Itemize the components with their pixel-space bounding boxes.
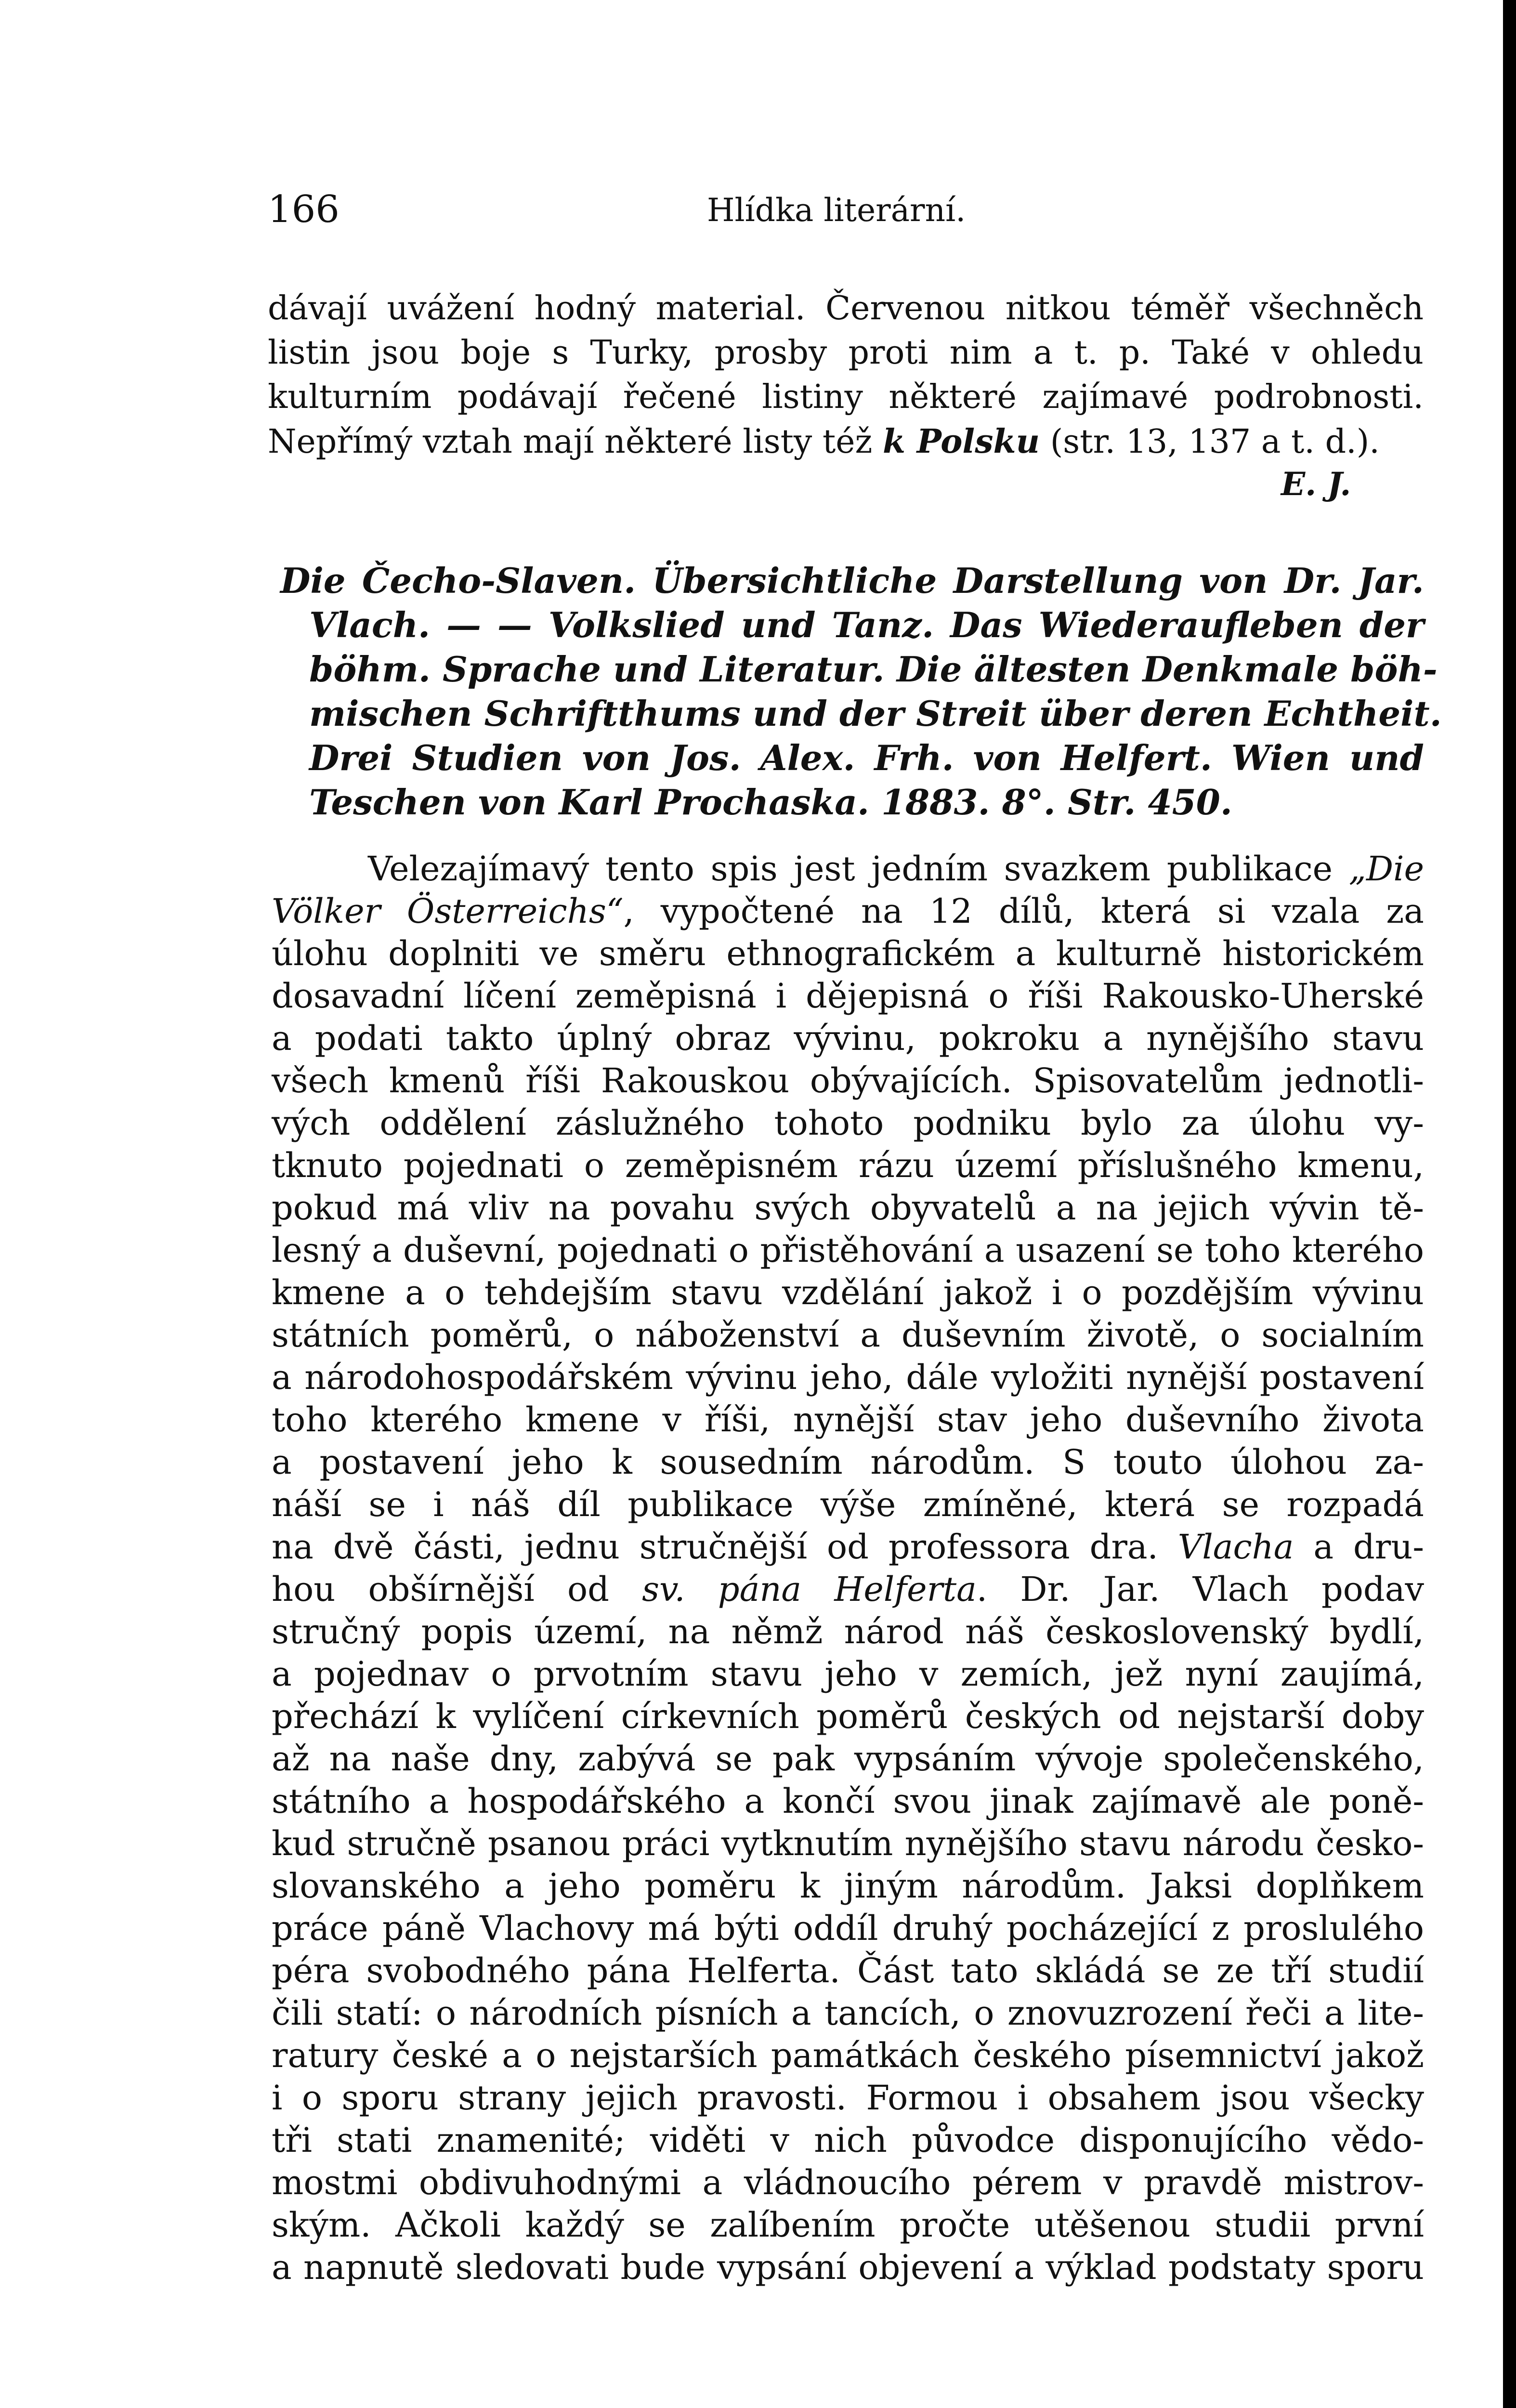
- text-line: kmene a o tehdejším stavu vzdělání jakož i o pozdějším vývinu: [272, 1273, 1424, 1312]
- text-span: hou obšírnější od: [272, 1570, 642, 1609]
- page-header: [268, 183, 966, 236]
- title-line: mischen Schriftthums und der Streit über deren Echtheit.: [309, 693, 1442, 734]
- text-line: [268, 419, 1424, 464]
- text-line: lesný a duševní, pojednati o přistěhování a usazení se toho kterého: [272, 1230, 1424, 1270]
- title-line: Vlach. — — Volkslied und Tanz. Das Wiederaufleben der: [309, 604, 1424, 645]
- text-line: a podati takto úplný obraz vývinu, pokroku a nynějšího stavu: [272, 1019, 1424, 1058]
- text-span: Nepřímý vztah mají některé listy též: [268, 423, 883, 461]
- text-line: státních poměrů, o náboženství a duševním životě, o socialním: [272, 1315, 1424, 1355]
- title-line: Die Čecho-Slaven. Übersichtliche Darstellung von Dr. Jar.: [280, 560, 1424, 601]
- text-line: a národohospodářském vývinu jeho, dále vyložiti nynější postavení: [272, 1358, 1424, 1397]
- title-line: böhm. Sprache und Literatur. Die ältesten Denkmale böh-: [309, 649, 1438, 690]
- text-line: dávají uvážení hodný material. Červenou nitkou téměř všechněch: [268, 289, 1424, 327]
- text-span: a dru-: [1294, 1527, 1424, 1567]
- text-line: a napnutě sledovati bude vypsání objevení a výklad podstaty sporu: [272, 2248, 1424, 2287]
- text-line: [272, 890, 1424, 932]
- text-line: všech kmenů říši Rakouskou obývajících. Spisovatelům jednotli-: [272, 1061, 1424, 1100]
- text-line: toho kterého kmene v říši, nynější stav jeho duševního života: [272, 1400, 1424, 1440]
- text-line: a postavení jeho k sousedním národům. S touto úlohou za-: [272, 1442, 1424, 1482]
- emphasis-text: k Polsku: [882, 422, 1040, 461]
- text-line: slovanského a jeho poměru k jiným národům. Jaksi doplňkem: [272, 1866, 1424, 1906]
- text-span: Velezajímavý tento spis jest jedním svazkem publikace: [368, 849, 1349, 889]
- text-line: a pojednav o prvotním stavu jeho v zemích, jež nyní zaujímá,: [272, 1654, 1424, 1694]
- text-line: úlohu doplniti ve směru ethnografickém a kulturně historickém: [272, 934, 1424, 973]
- text-line: pokud má vliv na povahu svých obyvatelů a na jejich vývin tě-: [272, 1188, 1424, 1228]
- text-line: kud stručně psanou práci vytknutím nynějšího stavu národu česko-: [272, 1824, 1424, 1863]
- emphasis-text: sv. pána Helferta: [642, 1570, 977, 1609]
- text-line: péra svobodného pána Helferta. Část tato skládá se ze tří studií: [272, 1951, 1424, 1990]
- text-line: náší se i náš díl publikace výše zmíněné, která se rozpadá: [272, 1485, 1424, 1524]
- emphasis-text: Vlacha: [1177, 1527, 1294, 1567]
- running-title: Hlídka literární.: [707, 192, 966, 229]
- text-line: [272, 1568, 1424, 1610]
- text-line: stručný popis území, na němž národ náš československý bydlí,: [272, 1612, 1424, 1651]
- text-line: práce páně Vlachovy má býti oddíl druhý pocházející z proslulého: [272, 1909, 1424, 1948]
- text-line: i o sporu strany jejich pravosti. Formou i obsahem jsou všecky: [272, 2078, 1424, 2118]
- text-line: čili statí: o národních písních a tancích, o znovuzrození řeči a lite-: [272, 1993, 1424, 2033]
- text-line: tři stati znamenité; viděti v nich původce disponujícího vědo-: [272, 2120, 1424, 2160]
- text-line: mostmi obdivuhodnými a vládnoucího pérem v pravdě mistrov-: [272, 2163, 1424, 2202]
- emphasis-text: „Die: [1348, 849, 1424, 889]
- title-line: Drei Studien von Jos. Alex. Frh. von Helfert. Wien und: [309, 737, 1424, 778]
- page-number: 166: [268, 188, 340, 231]
- text-line: ským. Ačkoli každý se zalíbením pročte utěšenou studii první: [272, 2205, 1424, 2245]
- text-span: . Dr. Jar. Vlach podav: [976, 1570, 1424, 1609]
- text-line: tknuto pojednati o zeměpisném rázu území příslušného kmenu,: [272, 1146, 1424, 1185]
- text-line: vých oddělení záslužného tohoto podniku bylo za úlohu vy-: [272, 1103, 1424, 1143]
- text-line: až na naše dny, zabývá se pak vypsáním vývoje společenského,: [272, 1739, 1424, 1779]
- text-line: státního a hospodářského a končí svou jinak zajímavě ale poně-: [272, 1781, 1424, 1821]
- signature-initials: E. J.: [1281, 465, 1351, 503]
- text-span: (str. 13, 137 a t. d.).: [1040, 423, 1380, 461]
- text-line: [368, 848, 1424, 890]
- title-line: Teschen von Karl Prochaska. 1883. 8°. Str. 450.: [309, 782, 1232, 823]
- text-line: listin jsou boje s Turky, prosby proti nim a t. p. Také v ohledu: [268, 334, 1424, 372]
- text-span: na dvě části, jednu stručnější od professora dra.: [272, 1527, 1178, 1567]
- text-line: kulturním podávají řečené listiny některé zajímavé podrobnosti.: [268, 378, 1424, 416]
- text-line: dosavadní líčení zeměpisná i dějepisná o říši Rakousko-Uherské: [272, 976, 1424, 1016]
- text-line: přechází k vylíčení církevních poměrů českých od nejstarší doby: [272, 1697, 1424, 1736]
- text-line: [272, 1526, 1424, 1568]
- emphasis-text: Völker Österreichs“: [272, 891, 624, 931]
- text-span: , vypočtené na 12 dílů, která si vzala za: [623, 891, 1424, 931]
- text-line: ratury české a o nejstarších památkách českého písemnictví jakož: [272, 2036, 1424, 2075]
